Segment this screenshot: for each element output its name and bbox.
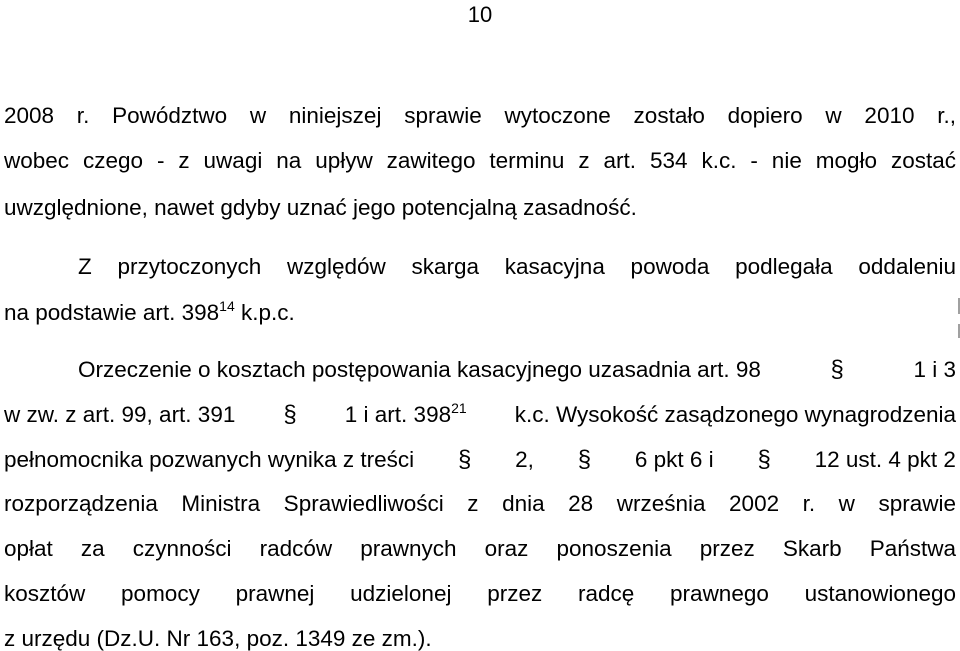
section-symbol: § <box>283 401 297 428</box>
art-398-ref <box>344 400 467 427</box>
paragraph-3-line-1 <box>78 358 956 382</box>
superscript-14: 14 <box>219 298 235 314</box>
section-symbol: § <box>457 446 472 473</box>
section-symbol: § <box>577 446 592 473</box>
fee-text: k.c. Wysokość zasądzonego wynagrodzenia <box>514 402 956 427</box>
paragraph-3-line-4: rozporządzenia Ministra Sprawiedliwości z dnia 28 września 2002 r. w sprawie <box>4 491 956 516</box>
paragraph-3-line-2 <box>4 400 956 428</box>
paragraph-2-line-2 <box>4 298 295 325</box>
art-ref: na podstawie art. 398 <box>4 300 220 325</box>
code-ref: k.p.c. <box>234 300 295 325</box>
para-6-ref: 6 pkt 6 i <box>634 447 714 472</box>
section-symbol: § <box>757 446 771 473</box>
costs-text: Orzeczenie o kosztach postępowania kasacyjnego uzasadnia art. 98 <box>78 357 761 382</box>
body-line-2: wobec czego - z uwagi na upływ zawitego terminu z art. 534 k.c. - nie mogło zostać <box>4 148 956 173</box>
para-ref: 1 i 3 <box>913 357 956 382</box>
para-2-ref: 2, <box>515 447 534 472</box>
art-refs: w zw. z art. 99, art. 391 <box>4 402 236 427</box>
paragraph-3-line-3 <box>4 448 956 472</box>
paragraph-3-line-6: kosztów pomocy prawnej udzielonej przez radcę prawnego ustanowionego <box>4 581 956 606</box>
superscript-21: 21 <box>451 400 467 416</box>
page-number: 10 <box>467 2 493 27</box>
section-symbol: § <box>830 356 844 383</box>
para-12-ref: 12 ust. 4 pkt 2 <box>814 447 956 472</box>
art-398-text: 1 i art. 398 <box>344 402 452 427</box>
body-line-3: uwzględnione, nawet gdyby uznać jego potencjalną zasadność. <box>4 195 637 220</box>
paragraph-3-line-7: z urzędu (Dz.U. Nr 163, poz. 1349 ze zm.). <box>4 626 432 651</box>
body-line-1: 2008 r. Powództwo w niniejszej sprawie wytoczone zostało dopiero w 2010 r., <box>4 103 956 128</box>
representative-text: pełnomocnika pozwanych wynika z treści <box>4 447 415 472</box>
paragraph-3-line-5: opłat za czynności radców prawnych oraz ponoszenia przez Skarb Państwa <box>4 536 956 561</box>
paragraph-2-line-1: Z przytoczonych względów skarga kasacyjna powoda podlegała oddaleniu <box>78 254 956 279</box>
